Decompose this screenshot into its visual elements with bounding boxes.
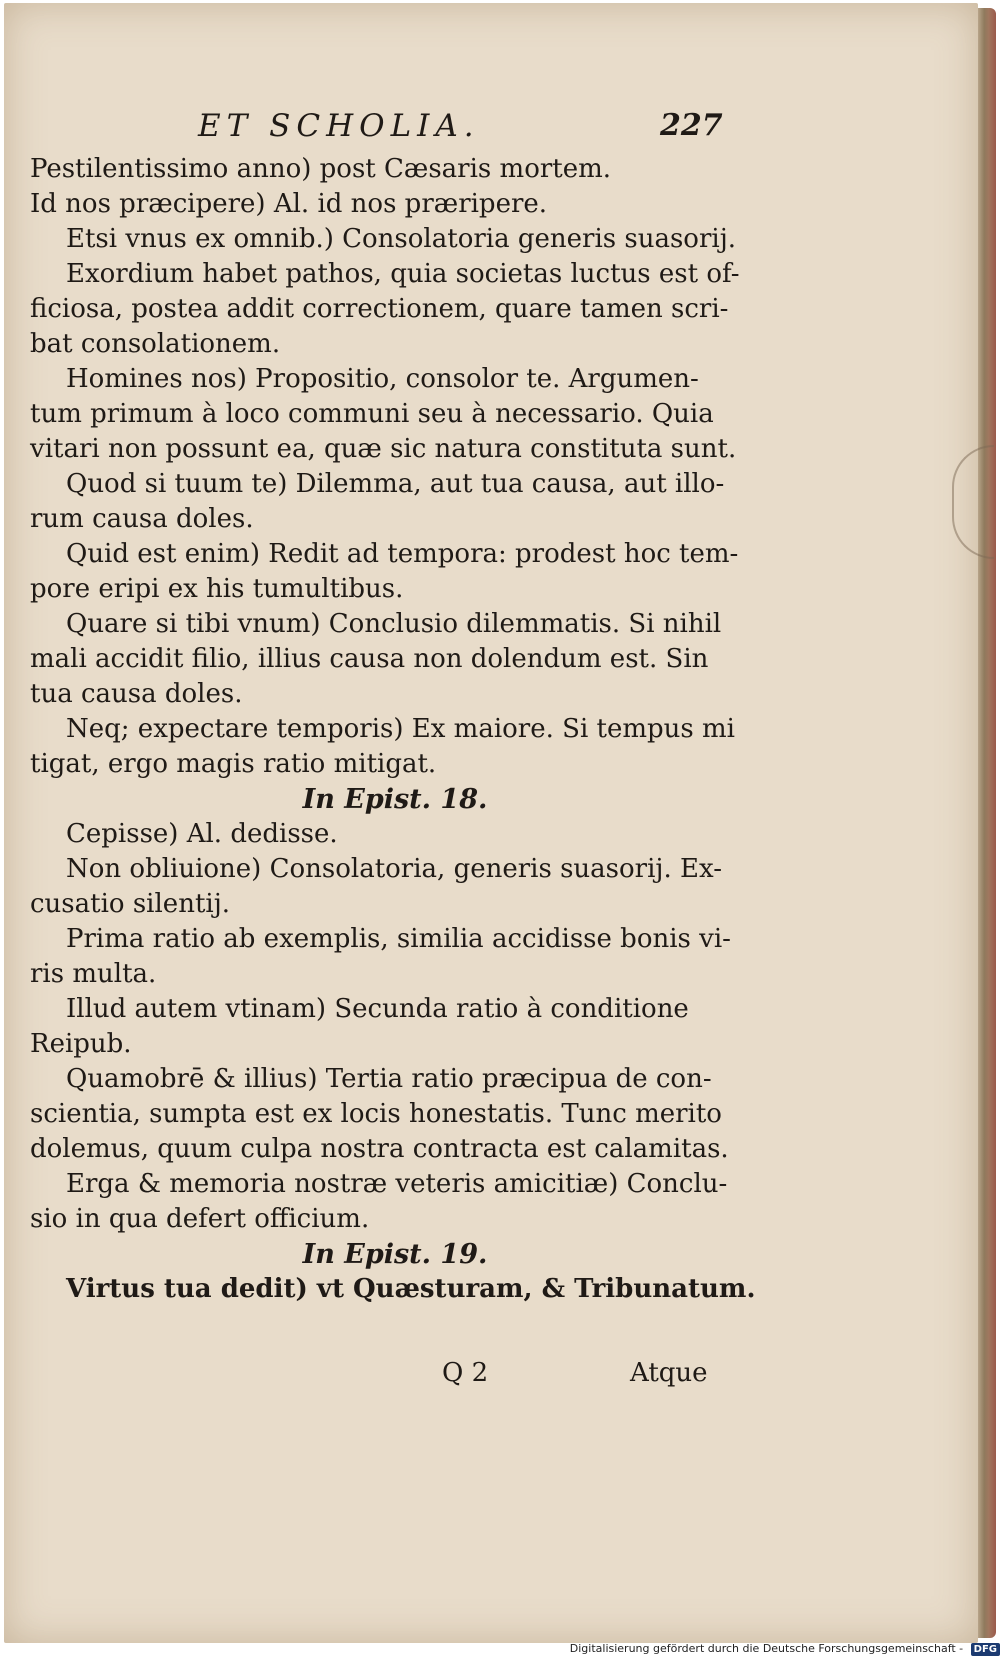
text-line: tigat, ergo magis ratio mitigat. — [30, 749, 437, 779]
text-line: ficiosa, postea addit correctionem, quare tamen scri- — [30, 294, 729, 324]
text-line: vitari non possunt ea, quæ sic natura constituta sunt. — [30, 434, 737, 464]
section-heading: In Epist. 18. — [302, 784, 488, 815]
page-number: 227 — [660, 108, 723, 143]
text-line: bat consolationem. — [30, 329, 281, 359]
text-line: mali accidit filio, illius causa non dolendum est. Sin — [30, 644, 709, 674]
text-line: tua causa doles. — [30, 679, 243, 709]
section-heading: In Epist. 19. — [302, 1239, 488, 1270]
text-line: ris multa. — [30, 959, 157, 989]
text-line: Illud autem vtinam) Secunda ratio à conditione — [66, 994, 689, 1024]
digitization-credit — [560, 1642, 1000, 1660]
text-line: sio in qua defert officium. — [30, 1204, 370, 1234]
text-line: Prima ratio ab exemplis, similia accidisse bonis vi- — [66, 924, 731, 954]
text-line: Quid est enim) Redit ad tempora: prodest hoc tem- — [66, 539, 739, 569]
catchword: Atque — [630, 1358, 708, 1388]
text-line: Erga & memoria nostræ veteris amicitiæ) Conclu- — [66, 1169, 728, 1199]
text-line: Quare si tibi vnum) Conclusio dilemmatis. Si nihil — [66, 609, 722, 639]
text-line: Neq; expectare temporis) Ex maiore. Si tempus mi — [66, 714, 735, 744]
text-line: rum causa doles. — [30, 504, 254, 534]
text-line: Id nos præcipere) Al. id nos præripere. — [30, 189, 548, 219]
page-body — [30, 152, 756, 1307]
text-line: scientia, sumpta est ex locis honestatis. Tunc merito — [30, 1099, 722, 1129]
text-line: pore eripi ex his tumultibus. — [30, 574, 404, 604]
text-line: Cepisse) Al. dedisse. — [66, 819, 338, 849]
text-line: tum primum à loco communi seu à necessario. Quia — [30, 399, 714, 429]
page-header — [0, 108, 1000, 144]
text-line: cusatio silentij. — [30, 889, 231, 919]
text-line: Exordium habet pathos, quia societas luctus est of- — [66, 259, 740, 289]
signature-mark: Q 2 — [442, 1358, 489, 1388]
credit-text: Digitalisierung gefördert durch die Deutsche Forschungsgemeinschaft - — [569, 1642, 964, 1655]
dfg-logo: DFG — [971, 1643, 1000, 1656]
text-line: Pestilentissimo anno) post Cæsaris mortem. — [30, 154, 612, 184]
text-line: Reipub. — [30, 1029, 132, 1059]
catchline — [0, 1358, 1000, 1394]
text-line: dolemus, quum culpa nostra contracta est calamitas. — [30, 1134, 729, 1164]
running-head: ET SCHOLIA. — [198, 108, 480, 144]
text-line: Virtus tua dedit) vt Quæsturam, & Tribunatum. — [66, 1274, 756, 1304]
text-line: Homines nos) Propositio, consolor te. Argumen- — [66, 364, 699, 394]
text-line: Etsi vnus ex omnib.) Consolatoria generis suasorij. — [66, 224, 737, 254]
text-line: Quamobrē & illius) Tertia ratio præcipua de con- — [66, 1064, 712, 1094]
text-line: Non obliuione) Consolatoria, generis suasorij. Ex- — [66, 854, 722, 884]
text-line: Quod si tuum te) Dilemma, aut tua causa, aut illo- — [66, 469, 725, 499]
